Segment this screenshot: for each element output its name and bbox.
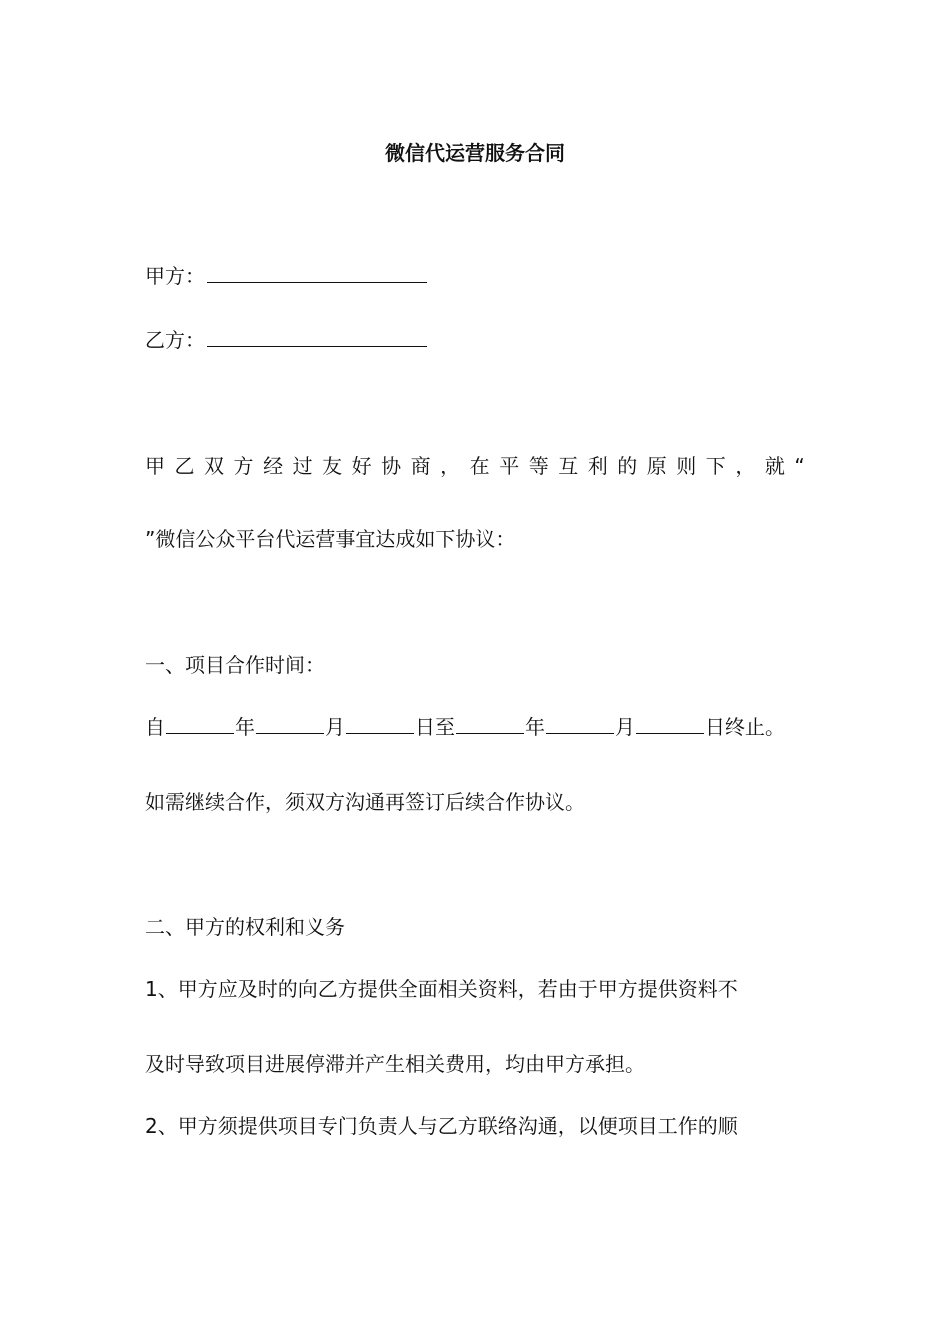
intro-char: 下 <box>705 454 726 478</box>
end-month-blank <box>546 713 614 734</box>
section-1-heading: 一、项目合作时间： <box>145 653 325 677</box>
intro-char: 好 <box>351 454 372 478</box>
intro-char: 甲 <box>145 454 165 478</box>
clause-2-line1: 2、甲方须提供项目专门负责人与乙方联络沟通，以便项目工作的顺 <box>145 1114 738 1138</box>
intro-char: ， <box>735 454 756 478</box>
intro-char: 商 <box>410 454 431 478</box>
intro-char: 等 <box>528 454 549 478</box>
intro-char: ， <box>440 454 461 478</box>
date-month2-label: 月 <box>615 715 635 739</box>
start-month-blank <box>256 713 324 734</box>
date-year-label: 年 <box>235 715 255 739</box>
section-2-heading: 二、甲方的权利和义务 <box>145 915 345 939</box>
clause-1-line1: 1、甲方应及时的向乙方提供全面相关资料，若由于甲方提供资料不 <box>145 977 738 1001</box>
intro-char: 平 <box>499 454 520 478</box>
clause-1-line2: 及时导致项目进展停滞并产生相关费用，均由甲方承担。 <box>145 1052 645 1076</box>
intro-char: 乙 <box>174 454 195 478</box>
start-year-blank <box>166 713 234 734</box>
intro-paragraph-line2: ”微信公众平台代运营事宜达成如下协议： <box>145 527 516 551</box>
date-day-to-label: 日至 <box>415 715 455 739</box>
end-day-blank <box>636 713 704 734</box>
intro-char: 方 <box>233 454 254 478</box>
date-end-label: 日终止。 <box>705 715 785 739</box>
intro-char: 在 <box>469 454 490 478</box>
party-b-blank <box>207 326 427 347</box>
intro-paragraph-line1 <box>145 452 805 480</box>
intro-char: 经 <box>263 454 284 478</box>
intro-char: 就 <box>764 454 785 478</box>
party-b-line <box>145 326 427 354</box>
intro-char: 双 <box>204 454 225 478</box>
intro-char: 协 <box>381 454 402 478</box>
intro-char: 互 <box>558 454 579 478</box>
date-range-line <box>145 713 785 741</box>
continuation-text: 如需继续合作，须双方沟通再签订后续合作协议。 <box>145 790 585 814</box>
intro-char: “ <box>794 454 805 478</box>
intro-char: 利 <box>587 454 608 478</box>
date-year2-label: 年 <box>525 715 545 739</box>
start-day-blank <box>346 713 414 734</box>
party-a-label: 甲方： <box>145 264 205 288</box>
intro-char: 原 <box>646 454 667 478</box>
party-a-blank <box>207 262 427 283</box>
intro-char: 的 <box>617 454 638 478</box>
end-year-blank <box>456 713 524 734</box>
date-month-label: 月 <box>325 715 345 739</box>
intro-char: 友 <box>322 454 343 478</box>
intro-char: 过 <box>292 454 313 478</box>
document-title: 微信代运营服务合同 <box>385 141 565 165</box>
party-a-line <box>145 262 427 290</box>
party-b-label: 乙方： <box>145 328 205 352</box>
intro-char: 则 <box>676 454 697 478</box>
date-from-label: 自 <box>145 715 165 739</box>
